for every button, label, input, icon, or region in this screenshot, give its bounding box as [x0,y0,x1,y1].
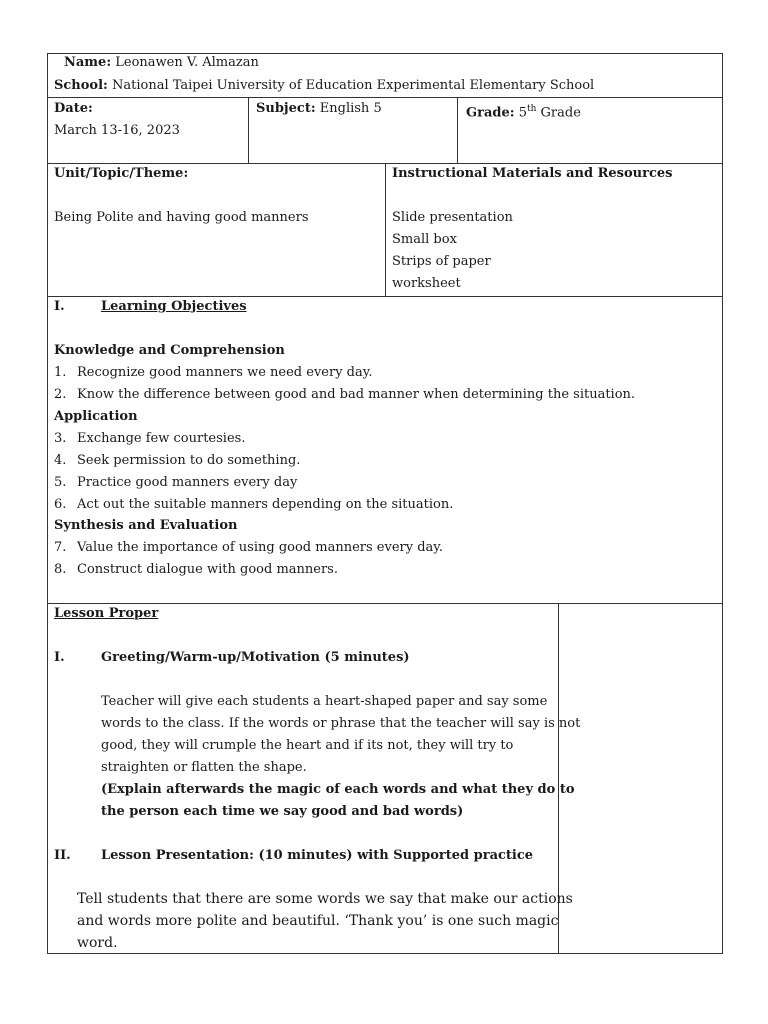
section-heading: Knowledge and Comprehension [54,343,285,358]
objective-text: Act out the suitable manners depending on the situation. [77,497,454,512]
part2-line: and words more polite and beautiful. ‘Thank you’ is one such magic [77,913,559,929]
material-item: worksheet [392,276,461,291]
part2-title: Lesson Presentation: (10 minutes) with Supported practice [101,848,534,863]
subject-cell [256,98,382,120]
part1-line: straighten or flatten the shape. [101,760,307,775]
name-label: Name: [64,55,112,70]
objective-text: Construct dialogue with good manners. [77,562,338,577]
material-item: Slide presentation [392,210,513,225]
objective-num: 8. [54,562,67,577]
objective-text: Exchange few courtesies. [77,431,246,446]
objective-num: 4. [54,453,67,468]
objectives-title: Learning Objectives [101,299,247,314]
objective-num: 1. [54,365,67,380]
section-heading: Synthesis and Evaluation [54,518,238,533]
objectives-numeral: I. [54,299,65,314]
objective-text: Seek permission to do something. [77,453,301,468]
grade-value: Grade [540,105,581,121]
objective-num: 7. [54,540,67,555]
school-row [54,75,594,97]
objective-num: 5. [54,475,67,490]
grade-number: 5 [518,105,527,121]
objective-num: 3. [54,431,67,446]
objective-text: Recognize good manners we need every day. [77,365,373,380]
school-label: School: [54,78,108,93]
objective-num: 2. [54,387,67,402]
unit-label: Unit/Topic/Theme: [54,166,189,181]
part1-bold-line: the person each time we say good and bad words) [101,804,464,819]
objective-num: 6. [54,497,67,512]
grade-suffix: th [526,104,537,114]
unit-value: Being Polite and having good manners [54,210,309,225]
objective-text: Value the importance of using good manners every day. [77,540,444,555]
objective-text: Practice good manners every day [77,475,298,490]
name-row [64,52,259,74]
material-item: Small box [392,232,457,247]
date-value: March 13-16, 2023 [54,123,180,138]
name-value: Leonawen V. Almazan [115,55,259,70]
part1-line: good, they will crumple the heart and if its not, they will try to [101,738,514,753]
part2-line: Tell students that there are some words we say that make our actions [77,891,573,907]
materials-label: Instructional Materials and Resources [392,166,673,181]
part1-title: Greeting/Warm-up/Motivation (5 minutes) [101,650,410,665]
subject-label: Subject: [256,101,316,116]
grade-cell [466,98,581,124]
school-value: National Taipei University of Education Experimental Elementary School [111,78,595,93]
grade-label: Grade: [466,105,515,121]
part2-numeral: II. [54,848,71,863]
date-label: Date: [54,101,93,116]
part1-line: words to the class. If the words or phrase that the teacher will say is not [101,716,581,731]
subject-value: English 5 [319,101,382,116]
objective-text: Know the difference between good and bad manner when determining the situation. [77,387,636,402]
part1-bold-line: (Explain afterwards the magic of each words and what they do to [101,782,575,797]
part2-line: word. [77,935,118,951]
part1-numeral: I. [54,650,65,665]
section-heading: Application [54,409,138,424]
lesson-title: Lesson Proper [54,606,159,621]
part1-line: Teacher will give each students a heart-shaped paper and say some [101,694,548,709]
material-item: Strips of paper [392,254,491,269]
